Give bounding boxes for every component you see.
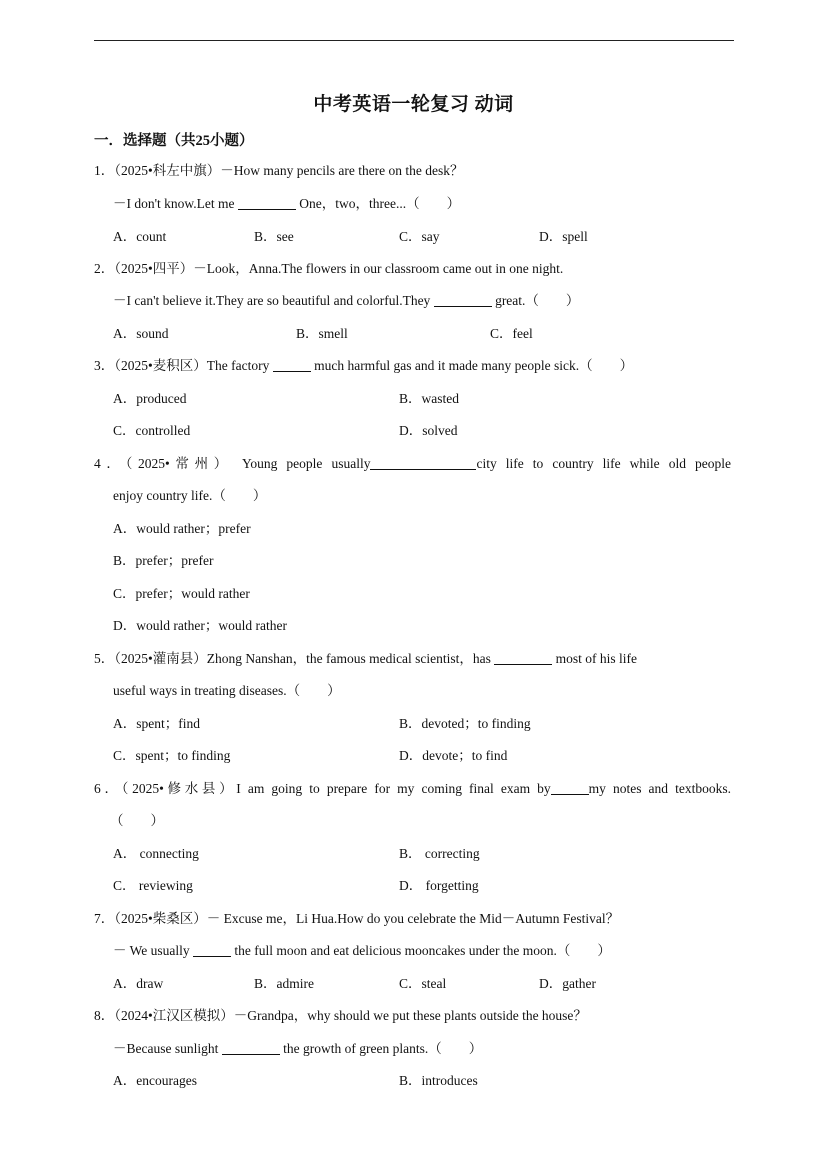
question-8-dialogue: －Because sunlight the growth of green plants.（ ） <box>113 1041 483 1056</box>
q7-option-a: A．draw <box>113 976 164 991</box>
q4-option-d: D．would rather；would rather <box>113 618 287 633</box>
q3-option-b: B．wasted <box>399 391 459 406</box>
question-1-stem: 1．（2025•科左中旗）－How many pencils are there on the desk？ <box>94 163 464 178</box>
answer-blank <box>193 942 231 957</box>
q7-option-c: C．steal <box>399 976 447 991</box>
q4-option-a: A．would rather；prefer <box>113 521 251 536</box>
q2-option-c: C．feel <box>490 326 533 341</box>
q1-option-a: A．count <box>113 229 167 244</box>
answer-blank <box>434 292 492 307</box>
question-4-stem: 4．（2025•常州） Young people usually city life to country life while old people <box>94 456 731 471</box>
q3-option-a: A．produced <box>113 391 187 406</box>
answer-blank <box>238 195 296 210</box>
question-7-stem: 7．（2025•柴桑区）－ Excuse me，Li Hua.How do you celebrate the Mid－Autumn Festival？ <box>94 911 620 926</box>
q5-option-b: B．devoted；to finding <box>399 716 531 731</box>
header-rule <box>94 40 734 41</box>
q5-option-d: D．devote；to find <box>399 748 508 763</box>
question-7-dialogue: － We usually the full moon and eat delicious mooncakes under the moon.（ ） <box>113 943 611 958</box>
question-3-stem: 3．（2025•麦积区）The factory much harmful gas and it made many people sick.（ ） <box>94 358 634 373</box>
q5-option-a: A．spent；find <box>113 716 200 731</box>
q1-option-b: B．see <box>254 229 294 244</box>
q7-option-d: D．gather <box>539 976 596 991</box>
answer-blank <box>494 650 552 665</box>
q4-option-b: B．prefer；prefer <box>113 553 214 568</box>
q8-option-a: A．encourages <box>113 1073 197 1088</box>
answer-blank <box>222 1040 280 1055</box>
question-4-stem-cont: enjoy country life.（ ） <box>113 488 267 503</box>
q2-option-a: A．sound <box>113 326 169 341</box>
q8-option-b: B．introduces <box>399 1073 478 1088</box>
question-5-stem: 5．（2025•灌南县）Zhong Nanshan，the famous medical scientist，has most of his life <box>94 651 638 666</box>
question-6-paren: （ ） <box>110 813 164 828</box>
q6-option-a: A． connecting <box>113 846 199 861</box>
q2-option-b: B．smell <box>296 326 348 341</box>
question-8-stem: 8．（2024•江汉区模拟）－Grandpa，why should we put these plants outside the house？ <box>94 1008 587 1023</box>
q5-option-c: C．spent；to finding <box>113 748 231 763</box>
section-heading: 一．选择题（共25小题） <box>94 133 254 149</box>
q6-option-d: D． forgetting <box>399 878 479 893</box>
q6-option-b: B． correcting <box>399 846 480 861</box>
answer-blank <box>273 357 311 372</box>
q1-option-d: D．spell <box>539 229 588 244</box>
q3-option-c: C．controlled <box>113 423 191 438</box>
q4-option-c: C．prefer；would rather <box>113 586 250 601</box>
question-6-stem: 6．（2025•修水县）I am going to prepare for my coming final exam by my notes and textbooks. <box>94 781 731 796</box>
page-title: 中考英语一轮复习 动词 <box>313 94 514 115</box>
answer-blank <box>551 780 589 795</box>
q1-option-c: C．say <box>399 229 440 244</box>
q6-option-c: C． reviewing <box>113 878 193 893</box>
question-2-stem: 2．（2025•四平）－Look，Anna.The flowers in our classroom came out in one night. <box>94 261 564 276</box>
q7-option-b: B．admire <box>254 976 314 991</box>
question-5-stem-cont: useful ways in treating diseases.（ ） <box>113 683 341 698</box>
answer-blank <box>370 455 476 470</box>
q3-option-d: D．solved <box>399 423 458 438</box>
question-2-dialogue: －I can't believe it.They are so beautiful and colorful.They great.（ ） <box>113 293 580 308</box>
question-1-dialogue: －I don't know.Let me One，two，three...（ ） <box>113 196 461 211</box>
